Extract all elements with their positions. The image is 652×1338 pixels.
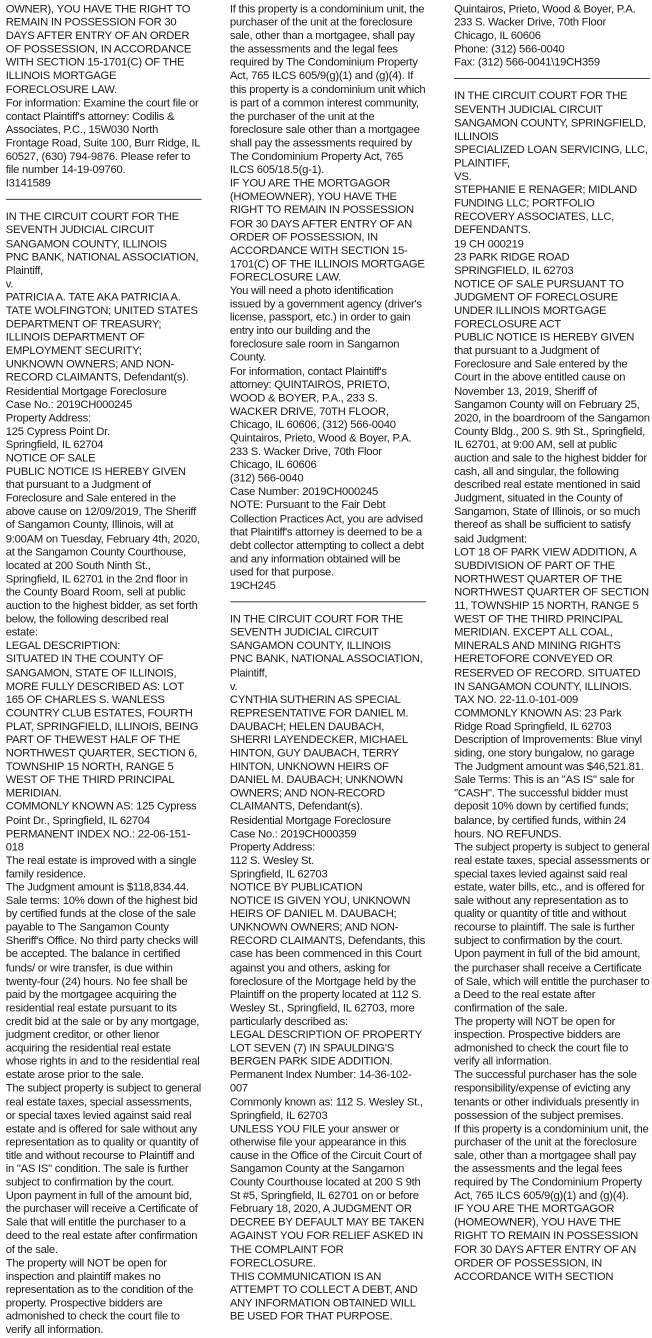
notice-paragraph: Description of Improvements: Blue vinyl siding, one story bungalow, no garage [454, 732, 642, 760]
notice-paragraph: Commonly known as: 112 S. Wesley St., Springfield, IL 62703 [229, 1094, 423, 1122]
notice-paragraph: Case No.: 2019CH000359 [229, 826, 357, 840]
notice-paragraph: Quintairos, Prieto, Wood & Boyer, P.A. [454, 1, 636, 16]
notice-paragraph: 19 CH 000219 [454, 236, 524, 250]
notice-paragraph: Residential Mortgage Foreclosure [5, 383, 167, 398]
notice-paragraph: LOT 18 OF PARK VIEW ADDITION, A SUBDIVISION OF PART OF THE NORTHWEST QUARTER OF THE NORTHWEST QUARTER OF SECTION 11, TOWNSHIP 15 NORTH, RANGE 5 WEST OF THE THIRD PRINCIPAL MERIDIAN. EXCEPT ALL COAL, MINERALS AND MINING RIGHTS HERETOFORE CONVEYED OR RESERVED OF RECORD. SITUATED IN SANGAMON COUNTY, ILLINOIS. [454, 544, 649, 693]
notice-paragraph: If this property is a condominium unit, the purchaser of the unit at the foreclosure sale, other than a mortgagee, shall pay the assessments and the legal fees required by The Condominium Property Act, 765 ILCS 605/9(g)(1) and (g)(4). If this property is a condominium unit which is part of a common interest community, the purchaser of the unit at the foreclosure sale other than a mortgagee shall pay the assessments required by The Condominium Property Act, 765 ILCS 605/18.5(g-1). [229, 1, 426, 177]
notice-paragraph: IF YOU ARE THE MORTGAGOR (HOMEOWNER), YOU HAVE THE RIGHT TO REMAIN IN POSSESSION FOR 30 DAYS AFTER ENTRY OF AN ORDER OF POSSESSION, IN ACCORDANCE WITH SECTION 15-1701(C) OF THE ILLINOIS MORTGAGE FORECLOSURE LAW. [229, 176, 425, 284]
notice-paragraph: You will need a photo identification issued by a government agency (driver's license, passport, etc.) in order to gain entry into our building and the foreclosure sale room in Sangamon County. [229, 283, 422, 364]
notice-paragraph: 23 PARK RIDGE ROAD [454, 249, 570, 264]
notice-paragraph: Quintairos, Prieto, Wood & Boyer, P.A. [229, 431, 412, 445]
notice-paragraph: NOTICE OF SALE PURSUANT TO JUDGMENT OF FORECLOSURE [454, 276, 624, 304]
notice-paragraph: PERMANENT INDEX NO.: 22-06-151-018 [5, 826, 191, 854]
notice-paragraph: (312) 566-0040 [229, 471, 304, 485]
column-2 [230, 2, 426, 1338]
notice-paragraph: Sale Terms: This is an "AS IS" sale for "CASH". The successful bidder must deposit 10% down by certified funds; balance, by certified funds, within 24 hours. NO REFUNDS. [454, 772, 635, 840]
legal-notice [230, 612, 426, 1323]
notice-paragraph: UNLESS YOU FILE your answer or otherwise file your appearance in this cause in the Office of the Circuit Court of Sangamon County at the Sangamon County Courthouse located at 200 S 9th St #5, Springfield, IL 62701 on or before February 18, 2020, A JUDGMENT OR DECREE BY DEFAULT MAY BE TAKEN AGAINST YOU FOR RELIEF ASKED IN THE COMPLAINT FOR FORECLOSURE. [229, 1121, 425, 1269]
notice-paragraph: UNDER ILLINOIS MORTGAGE FORECLOSURE ACT [454, 303, 607, 331]
notice-paragraph: Plaintiff, [229, 665, 268, 679]
notice-paragraph: For information: Examine the court file or contact Plaintiff's attorney: Codilis & Associates, P.C., 15W030 North Frontage Road, Suite 100, Burr Ridge, IL 60527, (630) 794-9876. Please refer to file number 14-19-09760. [5, 95, 200, 177]
notice-paragraph: 233 S. Wacker Drive, 70th Floor [454, 15, 606, 29]
notice-paragraph: PLAINTIFF, [454, 155, 510, 170]
notice-paragraph: Springfield, IL 62703 [229, 866, 328, 881]
notice-paragraph: I3141589 [5, 176, 51, 190]
notice-paragraph: Property Address: [229, 839, 316, 854]
notice-paragraph: For information, contact Plaintiff's attorney: QUINTAIROS, PRIETO, WOOD & BOYER, P.A., 233 S. WACKER DRIVE, 70TH FLOOR, Chicago, IL 60606, (312) 566-0040 [229, 363, 396, 431]
notice-paragraph: Plaintiff, [5, 263, 44, 277]
notice-paragraph: LEGAL DESCRIPTION: [5, 638, 121, 653]
notice-paragraph: IN THE CIRCUIT COURT FOR THE SEVENTH JUDICIAL CIRCUIT [454, 88, 628, 116]
notice-divider [6, 199, 202, 200]
notice-paragraph: The subject property is subject to general real estate taxes, special assessments or special taxes levied against said real estate, water bills, etc., and is offered for sale without any representation as to quality or quantity of title and without recourse to plaintiff. The sale is further subject to confirmation by the court. [454, 839, 650, 948]
notice-paragraph: PATRICIA A. TATE AKA PATRICIA A. TATE WOLFINGTON; UNITED STATES DEPARTMENT OF TREASURY; ILLINOIS DEPARTMENT OF EMPLOYMENT SECURITY; UNKNOWN OWNERS; AND NON-RECORD CLAIMANTS, Defendant(s). [5, 290, 198, 384]
notice-paragraph: Chicago, IL 60606 [229, 457, 317, 472]
notice-paragraph: 112 S. Wesley St. [229, 853, 315, 867]
notice-paragraph: SANGAMON COUNTY, ILLINOIS [5, 236, 167, 250]
notice-paragraph: Case Number: 2019CH000245 [229, 484, 379, 498]
notice-paragraph: THIS COMMUNICATION IS AN ATTEMPT TO COLLECT A DEBT, AND ANY INFORMATION OBTAINED WILL BE USED FOR THAT PURPOSE. [229, 1269, 418, 1323]
notice-paragraph: The subject property is subject to general real estate taxes, special assessments, or special taxes levied against said real estate and is offered for sale without any representation as to quality or quantity of title and without recourse to Plaintiff and in "AS IS" condition. The sale is further subject to confirmation by the court. [5, 1081, 202, 1189]
notice-paragraph: Springfield, IL 62704 [5, 437, 104, 451]
notice-paragraph: OWNER), YOU HAVE THE RIGHT TO REMAIN IN POSSESSION FOR 30 DAYS AFTER ENTRY OF AN ORDER OF POSSESSION, IN ACCORDANCE WITH SECTION 15-1701(C) OF THE ILLINOIS MORTGAGE FORECLOSURE LAW. [5, 1, 192, 96]
notice-paragraph: PUBLIC NOTICE IS HEREBY GIVEN that pursuant to a Judgment of Foreclosure and Sale entered in the above cause on 12/09/2019, The Sheriff of Sangamon County, Illinois, will at 9:00AM on Tuesday, February 4th, 2020, at the Sangamon County Courthouse, located at 200 South Ninth St., Springfield, IL 62701 in the 2nd floor in the County Board Room, sell at public auction to the highest bidder, as set forth below, the following described real estate: [5, 464, 200, 639]
notice-paragraph: PNC BANK, NATIONAL ASSOCIATION, [229, 652, 423, 666]
notice-paragraph: Phone: (312) 566-0040 [454, 42, 565, 56]
legal-notice [230, 2, 426, 592]
notice-paragraph: Upon payment in full of the bid amount, the purchaser shall receive a Certificate of Sale, which will entitle the purchaser to a Deed to the real estate after confirmation of the sale. [454, 947, 650, 1015]
notice-paragraph: LEGAL DESCRIPTION OF PROPERTY [229, 1027, 422, 1041]
notice-paragraph: The Judgment amount is $118,834.44. [5, 880, 189, 894]
notice-paragraph: SPRINGFIELD, IL 62703 [454, 263, 574, 277]
legal-notice [454, 89, 650, 1283]
notice-paragraph: 125 Cypress Point Dr. [5, 424, 110, 438]
notice-paragraph: Sale terms: 10% down of the highest bid by certified funds at the close of the sale payable to The Sangamon County Sheriff's Office. No third party checks will be accepted. The balance in certified funds/ or wire transfer, is due within twenty-four (24) hours. No fee shall be paid by the mortgagee acquiring the residential real estate pursuant to its credit bid at the sale or by any mortgage, judgment creditor, or other lienor acquiring the residential real estate whose rights in and to the residential real estate arose prior to the sale. [5, 893, 200, 1082]
notice-paragraph: The property will NOT be open for inspection. Prospective bidders are admonished to check the court file to verify all information. [454, 1014, 629, 1068]
notice-paragraph: CYNTHIA SUTHERIN AS SPECIAL REPRESENTATIVE FOR DANIEL M. DAUBACH; HELEN DAUBACH, SHERRI LAYENDECKER, MICHAEL HINTON, GUY DAUBACH, TERRY HINTON, UNKNOWN HEIRS OF DANIEL M. DAUBACH; UNKNOWN OWNERS; AND NON-RECORD CLAIMANTS, Defendant(s). [229, 692, 409, 813]
notice-paragraph: 19CH245 [229, 578, 276, 592]
notice-divider [230, 601, 426, 602]
legal-notice [6, 210, 202, 1336]
notice-paragraph: NOTE: Pursuant to the Fair Debt Collection Practices Act, you are advised that Plaintiff's attorney is deemed to be a debt collector attempting to collect a debt and any information obtained will be used for that purpose. [229, 498, 424, 579]
notice-paragraph: The successful purchaser has the sole responsibility/expense of evicting any tenants or other individuals presently in possession of the subject premises. [454, 1067, 640, 1122]
notice-paragraph: SANGAMON COUNTY, SPRINGFIELD, ILLINOIS [454, 115, 646, 143]
notice-paragraph: PNC BANK, NATIONAL ASSOCIATION, [5, 249, 199, 264]
notice-paragraph: Upon payment in full of the amount bid, the purchaser will receive a Certificate of Sale that will entitle the purchaser to a deed to the real estate after confirmation of the sale. [5, 1188, 198, 1256]
notice-paragraph: TAX NO. 22-11.0-101-009 [454, 692, 578, 706]
notice-paragraph: IN THE CIRCUIT COURT FOR THE SEVENTH JUDICIAL CIRCUIT [229, 611, 404, 639]
legal-notice [6, 2, 202, 190]
notice-paragraph: LOT SEVEN (7) IN SPAULDING'S BERGEN PARK SIDE ADDITION. [229, 1041, 395, 1068]
notice-paragraph: The real estate is improved with a single family residence. [5, 853, 197, 881]
notice-paragraph: Property Address: [5, 410, 91, 425]
notice-paragraph: IF YOU ARE THE MORTGAGOR (HOMEOWNER), YOU HAVE THE RIGHT TO REMAIN IN POSSESSION FOR 30 DAYS AFTER ENTRY OF AN ORDER OF POSSESSION, IN ACCORDANCE WITH SECTION [454, 1201, 639, 1283]
notice-paragraph: Fax: (312) 566-0041\19CH359 [454, 55, 600, 69]
column-3 [454, 2, 650, 1338]
notice-paragraph: NOTICE BY PUBLICATION [229, 880, 363, 894]
notice-paragraph: If this property is a condominium unit, the purchaser of the unit at the foreclosure sale, other than a mortgagee shall pay the assessments and the legal fees required by The Condominium Property Act, 765 ILCS 605/9(g)(1) and (g)(4). [454, 1121, 649, 1202]
notice-divider [454, 78, 650, 79]
notice-paragraph: v. [229, 678, 238, 693]
notice-paragraph: NOTICE IS GIVEN YOU, UNKNOWN HEIRS OF DANIEL M. DAUBACH; UNKNOWN OWNERS; AND NON-RECORD CLAIMANTS, Defendants, this case has been commenced in this Court against you and others, asking for foreclosure of the Mortgage held by the Plaintiff on the property located at 112 S. Wesley St., Springfield, IL 62703, more particularly described as: [229, 893, 426, 1028]
notice-paragraph: SANGAMON COUNTY, ILLINOIS [229, 638, 391, 653]
notice-paragraph: STEPHANIE E RENAGER; MIDLAND FUNDING LLC; PORTFOLIO RECOVERY ASSOCIATES, LLC, [454, 182, 638, 223]
notice-paragraph: SITUATED IN THE COUNTY OF SANGAMON, STATE OF ILLINOIS, MORE FULLY DESCRIBED AS: LOT 165 OF CHARLES S. WANLESS COUNTRY CLUB ESTATES, FOURTH PLAT, SPRINGFIELD, ILLINOIS, BEING PART OF THEWEST HALF OF THE NORTHWEST QUARTER, SECTION 6, TOWNSHIP 15 NORTH, RANGE 5 WEST OF THE THIRD PRINCIPAL MERIDIAN. [5, 652, 199, 800]
notice-paragraph: Permanent Index Number: 14-36-102-007 [229, 1067, 412, 1095]
notice-paragraph: VS. [454, 169, 472, 183]
notice-paragraph: Residential Mortgage Foreclosure [229, 813, 391, 827]
notice-paragraph: IN THE CIRCUIT COURT FOR THE SEVENTH JUDICIAL CIRCUIT [5, 209, 179, 237]
notice-paragraph: PUBLIC NOTICE IS HEREBY GIVEN that pursuant to a Judgment of Foreclosure and Sale entered by the Court in the above entitled cause on November 13, 2019, Sheriff of Sangamon County will on February 25, 2020, in the boardroom of the Sangamon County Bldg., 200 S. 9th St., Springfield, IL 62701, at 9:00 AM, sell at public auction and sale to the highest bidder for cash, all and singular, the following described real estate mentioned in said Judgment, situated in the County of Sangamon, State of Illinois, or so much thereof as shall be sufficient to satisfy said Judgment: [454, 330, 650, 545]
notice-paragraph: DEFENDANTS. [454, 223, 531, 237]
notice-paragraph: COMMONLY KNOWN AS: 23 Park Ridge Road Springfield, IL 62703 [454, 705, 622, 733]
notice-paragraph: The Judgment amount was $46,521.81. [454, 759, 644, 773]
notice-paragraph: Case No.: 2019CH000245 [5, 397, 133, 411]
notice-paragraph: Chicago, IL 60606 [454, 28, 541, 43]
notice-paragraph: The property will NOT be open for inspection and plaintiff makes no representation as to the condition of the property. Prospective bidders are admonished to check the court file to verify all information. [5, 1255, 194, 1336]
notice-paragraph: NOTICE OF SALE [5, 451, 96, 465]
notice-paragraph: SPECIALIZED LOAN SERVICING, LLC, [454, 142, 648, 156]
notice-paragraph: COMMONLY KNOWN AS: 125 Cypress Point Dr., Springfield, IL 62704 [5, 799, 197, 827]
notice-paragraph: v. [5, 276, 14, 290]
column-1 [6, 2, 202, 1338]
notice-paragraph: 233 S. Wacker Drive, 70th Floor [229, 444, 382, 458]
legal-notice [454, 2, 650, 69]
